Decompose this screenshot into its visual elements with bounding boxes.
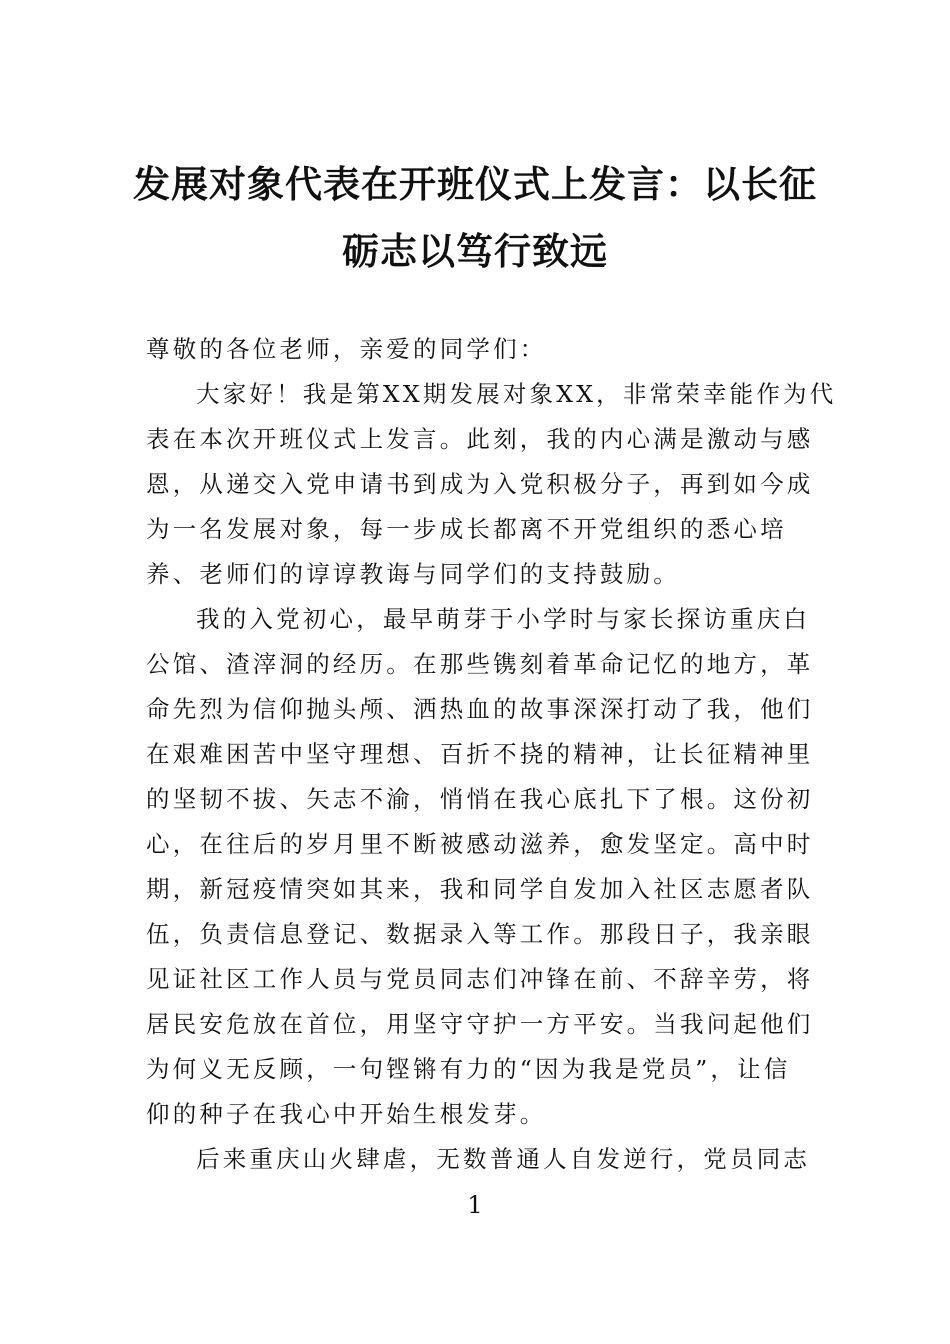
paragraph-1-line-3: 恩，从递交入党申请书到成为入党积极分子，再到如今成: [146, 470, 814, 498]
paragraph-2-line-4: 在艰难困苦中坚守理想、百折不挠的精神，让长征精神里: [146, 740, 814, 768]
paragraph-2-line-3: 命先烈为信仰抛头颅、洒热血的故事深深打动了我，他们: [146, 695, 814, 723]
document-title-line-2: 砺志以笃行致远: [342, 229, 608, 273]
paragraph-3-line-1: 后来重庆山火肆虐，无数普通人自发逆行，党员同志: [196, 1145, 811, 1173]
paragraph-2-line-10: 居民安危放在首位，用坚守守护一方平安。当我问起他们: [146, 1010, 814, 1038]
paragraph-2-line-11: 为何义无反顾，一句铿锵有力的“因为我是党员”，让信: [146, 1055, 791, 1083]
paragraph-2-line-7: 期，新冠疫情突如其来，我和同学自发加入社区志愿者队: [146, 875, 814, 903]
paragraph-1-line-2: 表在本次开班仪式上发言。此刻，我的内心满是激动与感: [146, 425, 814, 453]
salutation: 尊敬的各位老师，亲爱的同学们：: [146, 335, 547, 363]
paragraph-1-line-1: 大家好！我是第XX期发展对象XX，非常荣幸能作为代: [196, 380, 837, 408]
paragraph-2-line-1: 我的入党初心，最早萌芽于小学时与家长探访重庆白: [196, 605, 811, 633]
paragraph-2-line-6: 心，在往后的岁月里不断被感动滋养，愈发坚定。高中时: [146, 830, 814, 858]
paragraph-2-line-12: 仰的种子在我心中开始生根发芽。: [146, 1100, 547, 1128]
paragraph-2-line-8: 伍，负责信息登记、数据录入等工作。那段日子，我亲眼: [146, 920, 814, 948]
page-number: 1: [467, 1191, 483, 1219]
paragraph-2-line-5: 的坚韧不拔、矢志不渝，悄悄在我心底扎下了根。这份初: [146, 785, 814, 813]
paragraph-2-line-9: 见证社区工作人员与党员同志们冲锋在前、不辞辛劳，将: [146, 965, 814, 993]
paragraph-1-line-5: 养、老师们的谆谆教诲与同学们的支持鼓励。: [146, 560, 680, 588]
document-title-line-1: 发展对象代表在开班仪式上发言：以长征: [133, 162, 817, 206]
paragraph-2-line-2: 公馆、渣滓洞的经历。在那些镌刻着革命记忆的地方，革: [146, 650, 814, 678]
paragraph-1-line-4: 为一名发展对象，每一步成长都离不开党组织的悉心培: [146, 515, 787, 543]
